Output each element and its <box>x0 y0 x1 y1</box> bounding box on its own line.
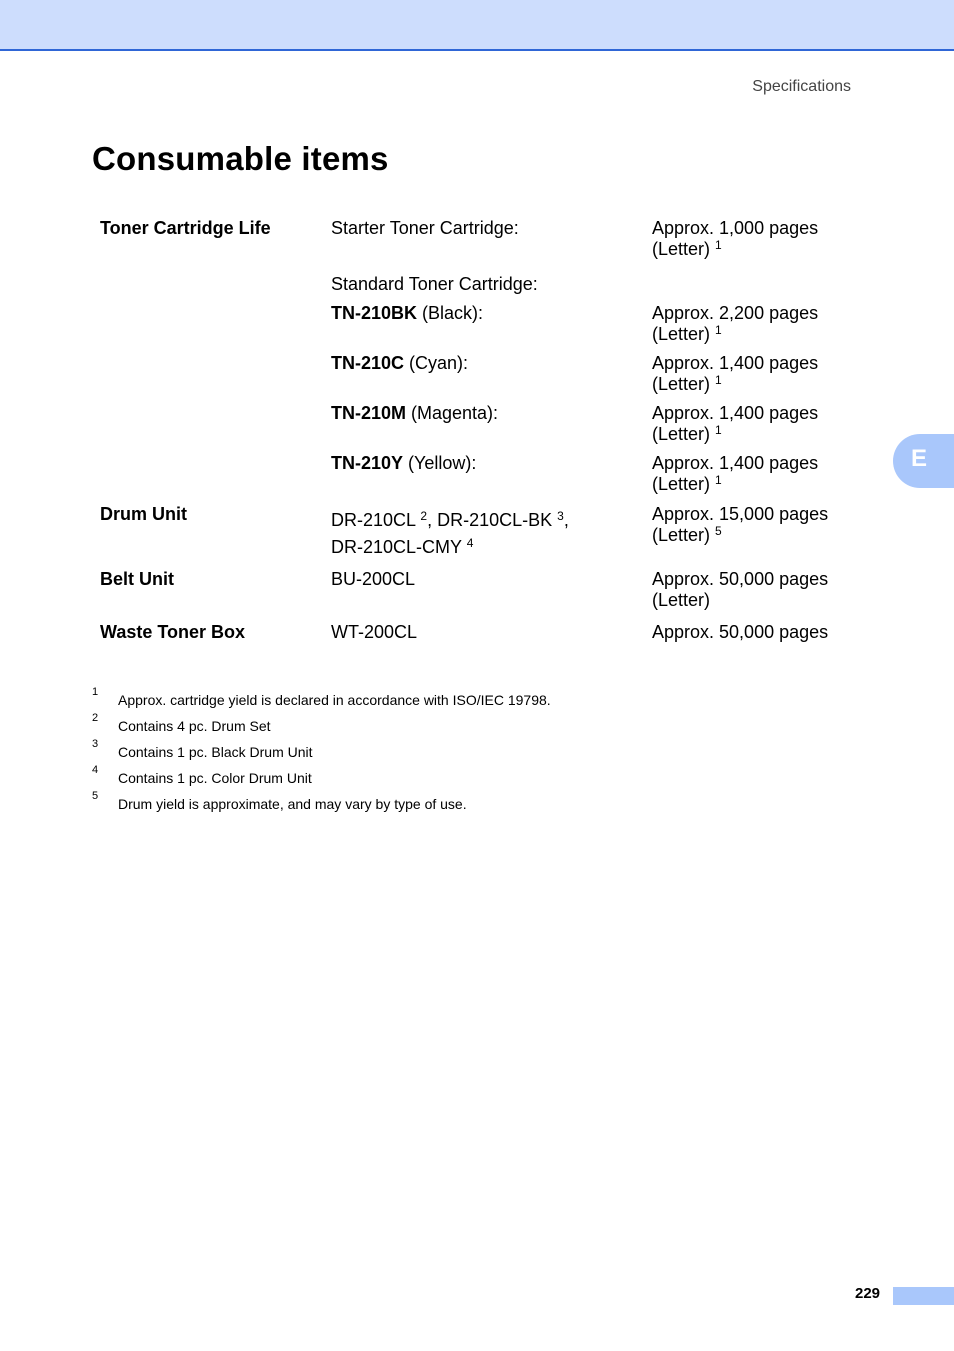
header-band <box>0 0 954 51</box>
yield-cell: Approx. 1,400 pages (Letter) $^1$ <box>652 403 819 444</box>
footnote-item <box>92 792 792 818</box>
model-cell: TN-210BK (Black): <box>331 303 484 323</box>
chapter-tab[interactable] <box>893 434 954 488</box>
yield-cell: Approx. 50,000 pages (Letter) <box>652 569 829 610</box>
table-row <box>92 297 852 347</box>
table-row <box>92 262 852 297</box>
section-label: Specifications <box>752 78 851 95</box>
footnote-item <box>92 688 792 714</box>
model-cell: TN-210Y (Yellow): <box>331 453 477 473</box>
footnote-ref[interactable]: 1 <box>715 423 722 437</box>
footnote-text: Drum yield is approximate, and may vary by type of use. <box>118 796 467 812</box>
yield-cell: Approx. 1,400 pages (Letter) $^1$ <box>652 453 819 494</box>
footnote-ref[interactable]: 1 <box>715 238 722 252</box>
footnote-text: Contains 4 pc. Drum Set <box>118 718 271 734</box>
footnote-item <box>92 766 792 792</box>
footnote-item <box>92 714 792 740</box>
table-row <box>92 613 852 645</box>
yield-cell: Approx. 50,000 pages <box>652 622 829 642</box>
item-name: Belt Unit <box>100 569 174 589</box>
table-row <box>92 397 852 447</box>
footnote-ref[interactable]: 4 <box>466 536 474 550</box>
page-title: Consumable items <box>92 140 389 177</box>
item-name: Drum Unit <box>100 504 187 524</box>
yield-cell: Approx. 1,000 pages (Letter) $^1$ <box>652 218 819 259</box>
footnotes <box>92 688 792 818</box>
consumables-table <box>92 216 852 645</box>
model-cell: BU-200CL <box>331 569 416 589</box>
footnote-ref[interactable]: 2 <box>420 509 428 523</box>
footnote-number: 5 <box>92 790 99 802</box>
table-row <box>92 347 852 397</box>
table-row <box>92 497 852 563</box>
model-cell: WT-200CL <box>331 622 418 642</box>
item-name: Toner Cartridge Life <box>100 218 271 238</box>
footnote-number: 1 <box>92 686 99 698</box>
footnote-text: Approx. cartridge yield is declared in accordance with ISO/IEC 19798. <box>118 692 551 708</box>
model-cell: Standard Toner Cartridge: <box>331 274 538 294</box>
yield-cell: Approx. 2,200 pages (Letter) $^1$ <box>652 303 819 344</box>
footnote-number: 4 <box>92 764 99 776</box>
item-name: Waste Toner Box <box>100 622 246 642</box>
footnote-ref[interactable]: 1 <box>715 373 722 387</box>
yield-cell: Approx. 1,400 pages (Letter) $^1$ <box>652 353 819 394</box>
footnote-text: Contains 1 pc. Black Drum Unit <box>118 744 313 760</box>
footnote-number: 2 <box>92 712 99 724</box>
footnote-text: Contains 1 pc. Color Drum Unit <box>118 770 312 786</box>
table-row <box>92 447 852 497</box>
table-row <box>92 563 852 613</box>
table-row <box>92 216 852 262</box>
chapter-tab-letter: E <box>911 445 928 472</box>
model-cell: Starter Toner Cartridge: <box>331 218 519 238</box>
footnote-ref[interactable]: 3 <box>557 509 564 523</box>
footnote-ref[interactable]: 1 <box>715 323 722 337</box>
footer-band <box>893 1287 954 1305</box>
model-cell: TN-210M (Magenta): <box>331 403 499 423</box>
footnote-number: 3 <box>92 738 99 750</box>
footnote-ref[interactable]: 5 <box>715 524 722 538</box>
footnote-item <box>92 740 792 766</box>
model-cell: TN-210C (Cyan): <box>331 353 469 373</box>
model-cell: DR-210CL $^2$, DR-210CL-BK $^3$, DR-210CL-CMY $^4$ <box>331 509 569 557</box>
footnote-ref[interactable]: 1 <box>715 473 722 487</box>
yield-cell: Approx. 15,000 pages (Letter) $^5$ <box>652 504 829 545</box>
page-number: 229 <box>855 1285 881 1302</box>
